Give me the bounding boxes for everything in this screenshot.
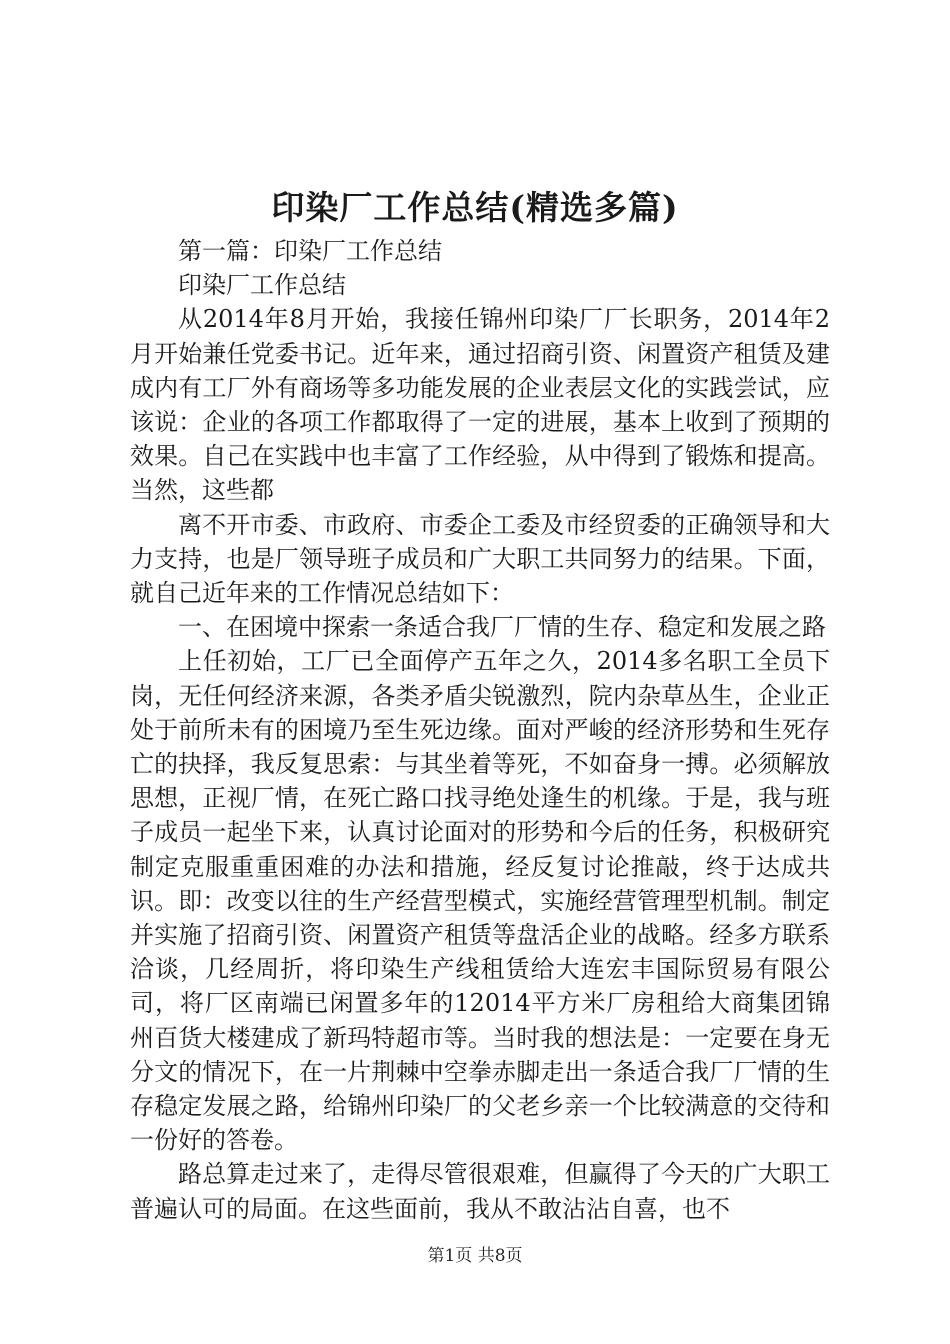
body-paragraph: 离不开市委、市政府、市委企工委及市经贸委的正确领导和大力支持，也是厂领导班子成员和广大职工共同努力的结果。下面，就自己近年来的工作情况总结如下： [130, 510, 830, 608]
body-paragraph: 路总算走过来了，走得尽管很艰难，但赢得了今天的广大职工普遍认可的局面。在这些面前，我从不敢沾沾自喜，也不 [130, 1160, 830, 1223]
section-heading: 第一篇：印染厂工作总结 [178, 237, 442, 265]
body-paragraph: 从2014年8月开始，我接任锦州印染厂厂长职务，2014年2月开始兼任党委书记。近年来，通过招商引资、闲置资产租赁及建成内有工厂外有商场等多功能发展的企业表层文化的实践尝试，应该说：企业的各项工作都取得了一定的进展，基本上收到了预期的效果。自己在实践中也丰富了工作经验，从中得到了锻炼和提高。当然，这些都 [130, 305, 830, 505]
document-body [130, 234, 830, 1226]
document-title: 印染厂工作总结(精选多篇) [271, 188, 679, 227]
body-paragraph: 上任初始，工厂已全面停产五年之久，2014多名职工全员下岗，无任何经济来源，各类矛盾尖锐激烈，院内杂草丛生，企业正处于前所未有的困境乃至生死边缘。面对严峻的经济形势和生死存亡的抉择，我反复思索：与其坐着等死，不如奋身一搏。必须解放思想，正视厂情，在死亡路口找寻绝处逢生的机缘。于是，我与班子成员一起坐下来，认真讨论面对的形势和今后的任务，积极研究制定克服重重困难的办法和措施，经反复讨论推敲，终于达成共识。即：改变以往的生产经营型模式，实施经营管理型机制。制定并实施了招商引资、闲置资产租赁等盘活企业的战略。经多方联系洽谈，几经周折，将印染生产线租赁给大连宏丰国际贸易有限公司，将厂区南端已闲置多年的12014平方米厂房租给大商集团锦州百货大楼建成了新玛特超市等。当时我的想法是：一定要在身无分文的情况下，在一片荆棘中空拳赤脚走出一条适合我厂厂情的生存稳定发展之路，给锦州印染厂的父老乡亲一个比较满意的交待和一份好的答卷。 [130, 647, 830, 1155]
subsection-heading: 印染厂工作总结 [178, 271, 346, 300]
page-footer: 第1页 共8页 [427, 1246, 523, 1266]
section-point-heading: 一、在困境中探索一条适合我厂厂情的生存、稳定和发展之路 [178, 613, 826, 642]
